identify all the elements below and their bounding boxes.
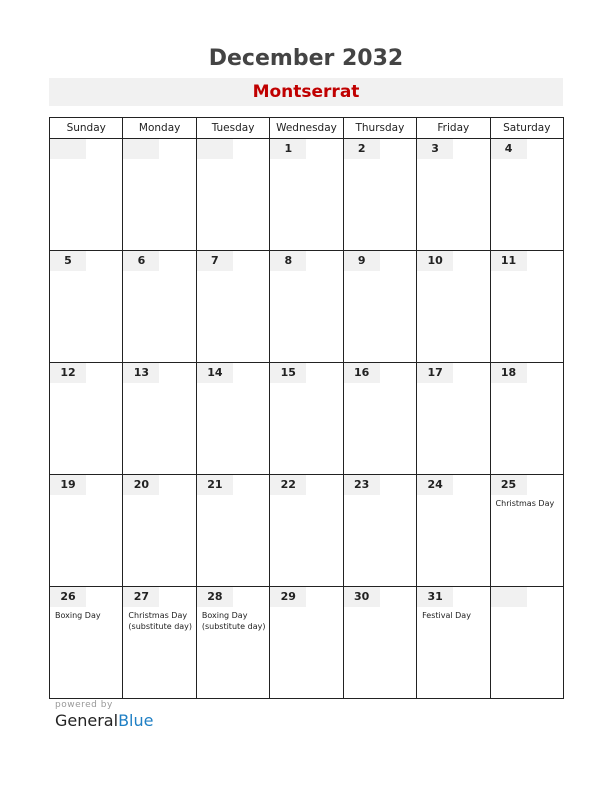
day-cell[interactable] — [50, 139, 123, 251]
day-cell[interactable] — [343, 251, 416, 363]
powered-by-text: powered by — [55, 700, 113, 710]
day-cell[interactable] — [50, 475, 123, 587]
day-number: 22 — [270, 475, 306, 495]
day-cell[interactable] — [490, 363, 563, 475]
week-row — [50, 251, 564, 363]
day-number: 7 — [197, 251, 233, 271]
day-number: 4 — [491, 139, 527, 159]
day-number: 12 — [50, 363, 86, 383]
day-cell[interactable] — [343, 587, 416, 699]
day-cell[interactable] — [50, 587, 123, 699]
day-number: 15 — [270, 363, 306, 383]
day-cell[interactable] — [50, 363, 123, 475]
holiday-label: Festival Day — [422, 611, 471, 620]
day-cell[interactable] — [196, 363, 269, 475]
day-cell[interactable] — [196, 251, 269, 363]
day-cell[interactable] — [417, 587, 490, 699]
holiday-label: Christmas Day (substitute day) — [128, 611, 193, 631]
day-number: 27 — [123, 587, 159, 607]
day-number: 29 — [270, 587, 306, 607]
country-name: Montserrat — [252, 82, 360, 102]
day-cell[interactable] — [270, 587, 343, 699]
day-number: 30 — [344, 587, 380, 607]
weekday-header-row — [50, 118, 564, 139]
day-number: 21 — [197, 475, 233, 495]
brand-logo[interactable] — [55, 711, 153, 730]
day-number: 13 — [123, 363, 159, 383]
weekday-header: Monday — [123, 118, 196, 139]
day-cell[interactable] — [123, 587, 196, 699]
holiday-label: Christmas Day — [495, 499, 555, 508]
day-cell[interactable] — [270, 363, 343, 475]
day-number: 19 — [50, 475, 86, 495]
footer-branding — [55, 700, 153, 730]
day-cell[interactable] — [490, 475, 563, 587]
day-cell[interactable] — [343, 475, 416, 587]
weekday-header: Saturday — [490, 118, 563, 139]
day-cell[interactable] — [417, 475, 490, 587]
weekday-header: Thursday — [343, 118, 416, 139]
day-number: 26 — [50, 587, 86, 607]
weekday-header: Friday — [417, 118, 490, 139]
day-number: 25 — [491, 475, 527, 495]
day-number: 20 — [123, 475, 159, 495]
week-row — [50, 139, 564, 251]
day-cell[interactable] — [490, 587, 563, 699]
day-number — [123, 139, 159, 159]
day-number: 10 — [417, 251, 453, 271]
day-cell[interactable] — [417, 139, 490, 251]
day-cell[interactable] — [196, 475, 269, 587]
day-number: 17 — [417, 363, 453, 383]
holiday-label: Boxing Day (substitute day) — [201, 611, 266, 631]
day-number: 1 — [270, 139, 306, 159]
day-cell[interactable] — [50, 251, 123, 363]
brand-general-text: General — [55, 711, 119, 730]
day-cell[interactable] — [417, 363, 490, 475]
day-number: 23 — [344, 475, 380, 495]
day-number: 16 — [344, 363, 380, 383]
day-number: 18 — [491, 363, 527, 383]
day-cell[interactable] — [123, 139, 196, 251]
week-row — [50, 475, 564, 587]
day-number: 14 — [197, 363, 233, 383]
day-number: 11 — [491, 251, 527, 271]
day-cell[interactable] — [490, 139, 563, 251]
day-cell[interactable] — [490, 251, 563, 363]
day-number: 9 — [344, 251, 380, 271]
day-number: 31 — [417, 587, 453, 607]
weekday-header: Sunday — [50, 118, 123, 139]
day-cell[interactable] — [343, 139, 416, 251]
day-cell[interactable] — [123, 363, 196, 475]
calendar-grid — [49, 117, 564, 699]
day-cell[interactable] — [270, 475, 343, 587]
day-number — [197, 139, 233, 159]
day-number: 8 — [270, 251, 306, 271]
day-cell[interactable] — [270, 139, 343, 251]
day-number — [491, 587, 527, 607]
day-number: 24 — [417, 475, 453, 495]
day-number: 3 — [417, 139, 453, 159]
country-banner — [49, 78, 563, 106]
holiday-label: Boxing Day — [55, 611, 101, 620]
week-row — [50, 587, 564, 699]
weekday-header: Tuesday — [196, 118, 269, 139]
day-cell[interactable] — [196, 587, 269, 699]
day-number: 2 — [344, 139, 380, 159]
brand-blue-text: Blue — [118, 711, 154, 730]
day-cell[interactable] — [123, 251, 196, 363]
day-cell[interactable] — [123, 475, 196, 587]
day-number — [50, 139, 86, 159]
day-cell[interactable] — [343, 363, 416, 475]
weekday-header: Wednesday — [270, 118, 343, 139]
day-cell[interactable] — [270, 251, 343, 363]
day-number: 5 — [50, 251, 86, 271]
day-number: 6 — [123, 251, 159, 271]
day-number: 28 — [197, 587, 233, 607]
day-cell[interactable] — [417, 251, 490, 363]
calendar-title: December 2032 — [208, 46, 404, 71]
week-row — [50, 363, 564, 475]
day-cell[interactable] — [196, 139, 269, 251]
